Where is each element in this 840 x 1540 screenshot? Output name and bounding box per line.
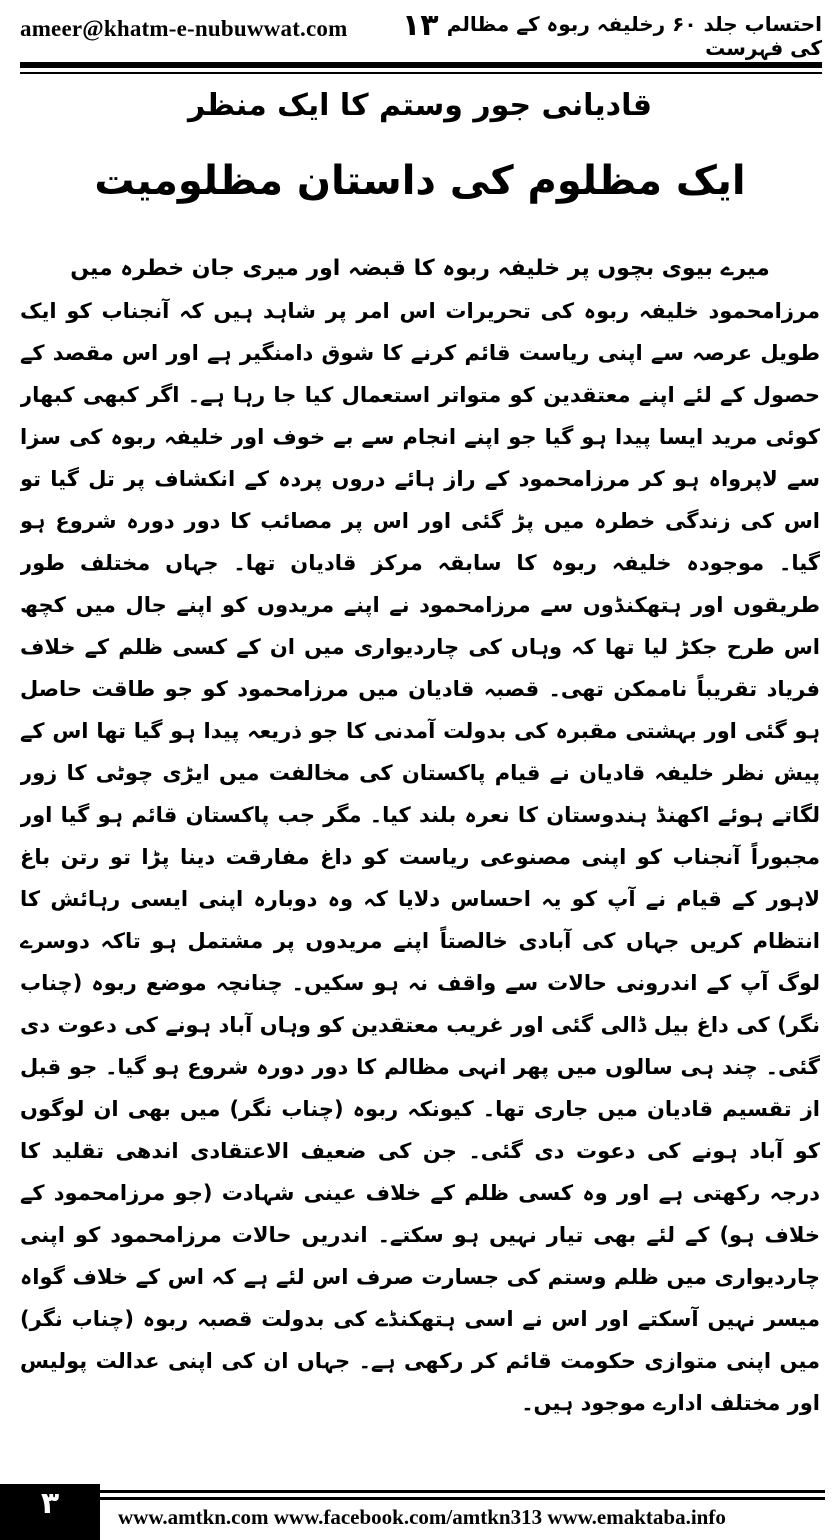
- footer-links: www.amtkn.com www.facebook.com/amtkn313 www.emaktaba.info: [118, 1505, 726, 1529]
- header-email: ameer@khatm-e-nubuwwat.com: [20, 16, 348, 41]
- header-rule-thin: [20, 72, 822, 74]
- header-rule-thick: [20, 62, 822, 68]
- main-title: ایک مظلوم کی داستان مظلومیت: [94, 158, 746, 204]
- footer-rule: [100, 1490, 825, 1493]
- section-heading: میرے بیوی بچوں پر خلیفہ ربوہ کا قبضہ اور میری جان خطرہ میں: [70, 256, 770, 281]
- subtitle: قادیانی جور وستم کا ایک منظر: [188, 88, 652, 123]
- footer-rule: [100, 1497, 825, 1500]
- header-title: احتساب جلد ۶۰ رخلیفہ ربوہ کے مظالم کی فہرست: [446, 12, 822, 60]
- page-header: [0, 0, 840, 62]
- footer-page-number: ۳: [40, 1486, 60, 1521]
- header-page-number: ۱۳: [402, 8, 439, 43]
- body-text: [20, 290, 820, 1470]
- body-paragraph: مرزامحمود خلیفہ ربوہ کی تحریرات اس امر پر شاہد ہیں کہ آنجناب کو ایک طویل عرصہ سے اپنی ریاست قائم کرنے کا شوق دامنگیر ہے اور اس مقصد کے حصول کے لئے اپنے معتقدین کو متواتر استعمال کیا جا رہا ہے۔ اگر کبھی کبھار کوئی مرید ایسا پیدا ہو گیا جو اپنے انجام سے بے خوف اور خلیفہ ربوہ کی سزا سے لاپرواہ ہو کر مرزامحمود کے راز ہائے دروں پردہ کے انکشاف پر تل گیا تو اس کی زندگی خطرہ میں پڑ گئی اور اس پر مصائب کا دور دورہ شروع ہو گیا۔ موجودہ خلیفہ ربوہ کا سابقہ مرکز قادیان تھا۔ جہاں مختلف طور طریقوں اور ہتھکنڈوں سے مرزامحمود نے اپنے مریدوں کو اپنے جال میں کچھ اس طرح جکڑ لیا تھا کہ وہاں کی چاردیواری میں ان کے کسی ظلم کے خلاف فریاد تقریباً ناممکن تھی۔ قصبہ قادیان میں مرزامحمود کو جو طاقت حاصل ہو گئی اور بہشتی مقبرہ کی بدولت آمدنی کا جو ذریعہ پیدا ہو گیا تھا اس کے پیش نظر خلیفہ قادیان نے قیام پاکستان کی مخالفت میں ایڑی چوٹی کا زور لگاتے ہوئے اکھنڈ ہندوستان کا نعرہ بلند کیا۔ مگر جب پاکستان قائم ہو گیا اور مجبوراً آنجناب کو اپنی مصنوعی ریاست کو داغ مفارقت دینا پڑا تو رتن باغ لاہور کے قیام نے آپ کو یہ احساس دلایا کہ وہ دوبارہ اپنی ایسی رہائش کا انتظام کریں جہاں کی آبادی خالصتاً اپنے مریدوں پر مشتمل ہو تاکہ دوسرے لوگ آپ کے اندرونی حالات سے واقف نہ ہو سکیں۔ چنانچہ موضع ربوہ (چناب نگر) کی داغ بیل ڈالی گئی اور غریب معتقدین کو وہاں آباد ہونے کی دعوت دی گئی۔ چند ہی سالوں میں پھر انہی مظالم کا دور دورہ شروع ہو گیا۔ جو قبل از تقسیم قادیان میں جاری تھا۔ کیونکہ ربوہ (چناب نگر) میں بھی ان لوگوں کو آباد ہونے کی دعوت دی گئی۔ جن کی ضعیف الاعتقادی اندھی تقلید کا درجہ رکھتی ہے اور وہ کسی ظلم کے خلاف عینی شہادت (جو مرزامحمود کے خلاف ہو) کے لئے بھی تیار نہیں ہو سکتے۔ اندریں حالات مرزامحمود کو اپنی چاردیواری میں ظلم وستم کی جسارت صرف اس لئے ہے کہ اس کے خلاف گواہ میسر نہیں آسکتے اور اس نے اسی ہتھکنڈے کی بدولت قصبہ ربوہ (چناب نگر) میں اپنی متوازی حکومت قائم کر رکھی ہے۔ جہاں ان کی اپنی عدالت پولیس اور مختلف ادارے موجود ہیں۔: [20, 299, 820, 1415]
